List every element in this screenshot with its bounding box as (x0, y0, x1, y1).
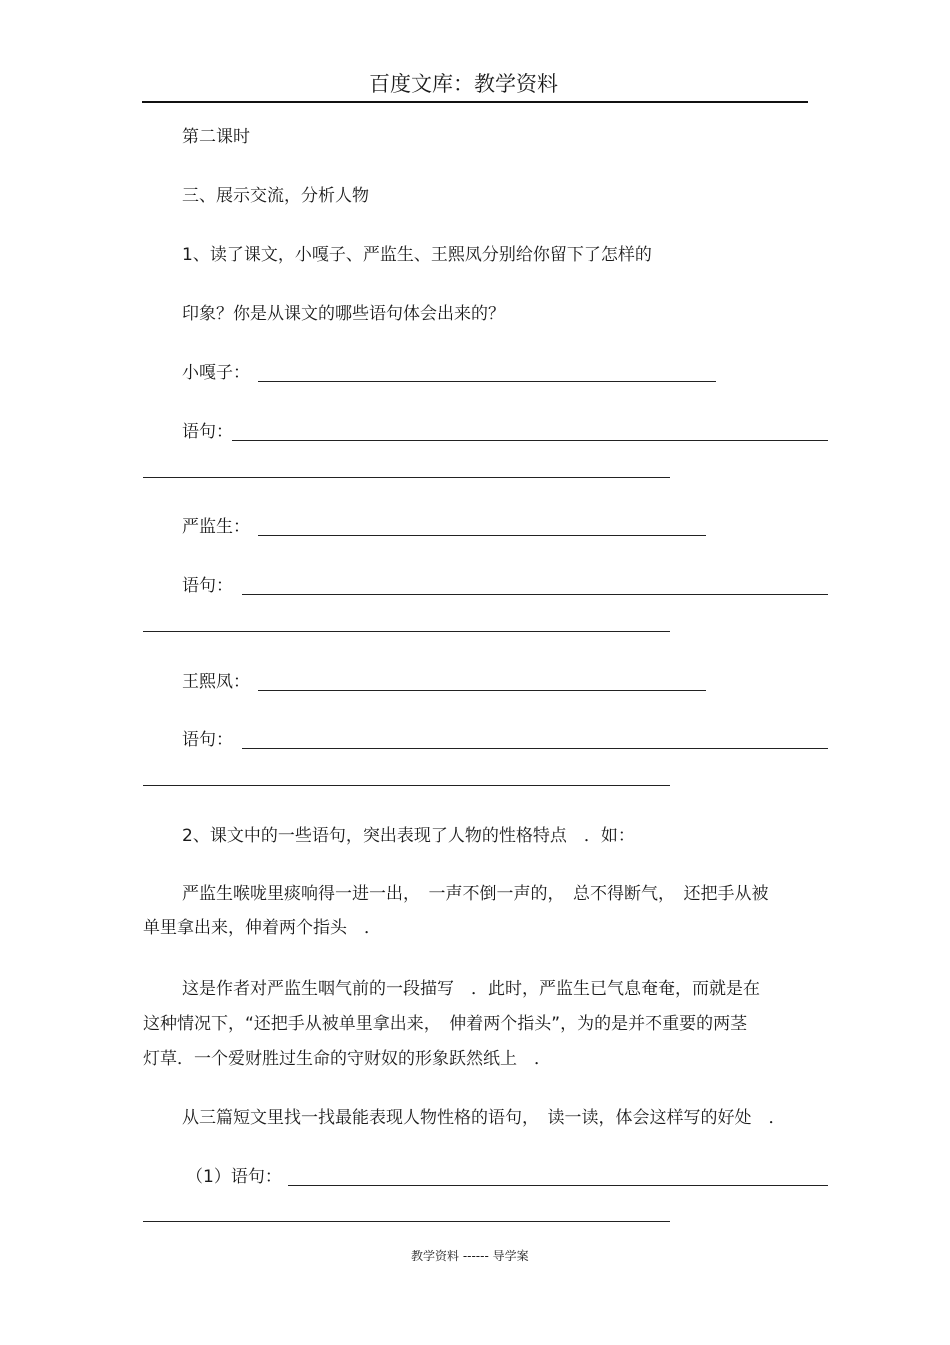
sentence-answer-line[interactable] (232, 440, 828, 441)
section-heading: 三、展示交流，分析人物 (182, 186, 369, 206)
quote-line-1: 严监生喉咙里痰响得一进一出， 一声不倒一声的， 总不得断气， 还把手从被 (182, 884, 769, 904)
question-1-line-2: 印象？你是从课文的哪些语句体会出来的？ (182, 304, 505, 324)
question-1-line-1: 1、读了课文，小嘎子、严监生、王熙凤分别给你留下了怎样的 (182, 245, 652, 265)
footer-text: 教学资料 ------ 导学案 (411, 1249, 529, 1263)
sentence-label: 语句： (182, 422, 233, 442)
question-2: 2、课文中的一些语句，突出表现了人物的性格特点 ．如： (182, 826, 635, 846)
xiaogazi-answer-line[interactable] (258, 381, 716, 382)
quote-line-2: 单里拿出来，伸着两个指头 ． (143, 918, 381, 938)
item-1-answer-line-continued[interactable] (143, 1221, 670, 1222)
lesson-title: 第二课时 (182, 127, 250, 147)
analysis-line-3: 灯草．一个爱财胜过生命的守财奴的形象跃然纸上 ． (143, 1049, 551, 1069)
sentence-answer-line-continued[interactable] (143, 477, 670, 478)
xiaogazi-label: 小嘎子： (182, 363, 250, 383)
wangxifeng-label: 王熙凤： (182, 672, 250, 692)
sentence-answer-line[interactable] (242, 748, 828, 749)
wangxifeng-answer-line[interactable] (258, 690, 706, 691)
item-1-label: （1）语句： (186, 1167, 282, 1187)
header-title: 百度文库：教学资料 (369, 72, 558, 96)
sentence-label: 语句： (182, 576, 233, 596)
sentence-answer-line-continued[interactable] (143, 785, 670, 786)
sentence-label: 语句： (182, 730, 233, 750)
analysis-line-2: 这种情况下，“还把手从被单里拿出来， 伸着两个指头”，为的是并不重要的两茎 (143, 1014, 748, 1034)
header-rule (142, 101, 808, 103)
sentence-answer-line[interactable] (242, 594, 828, 595)
analysis-line-1: 这是作者对严监生咽气前的一段描写 ．此时，严监生已气息奄奄，而就是在 (182, 979, 760, 999)
yanjiansheng-answer-line[interactable] (258, 535, 706, 536)
yanjiansheng-label: 严监生： (182, 517, 250, 537)
task-instruction: 从三篇短文里找一找最能表现人物性格的语句， 读一读，体会这样写的好处 ． (182, 1108, 786, 1128)
item-1-answer-line[interactable] (288, 1185, 828, 1186)
sentence-answer-line-continued[interactable] (143, 631, 670, 632)
